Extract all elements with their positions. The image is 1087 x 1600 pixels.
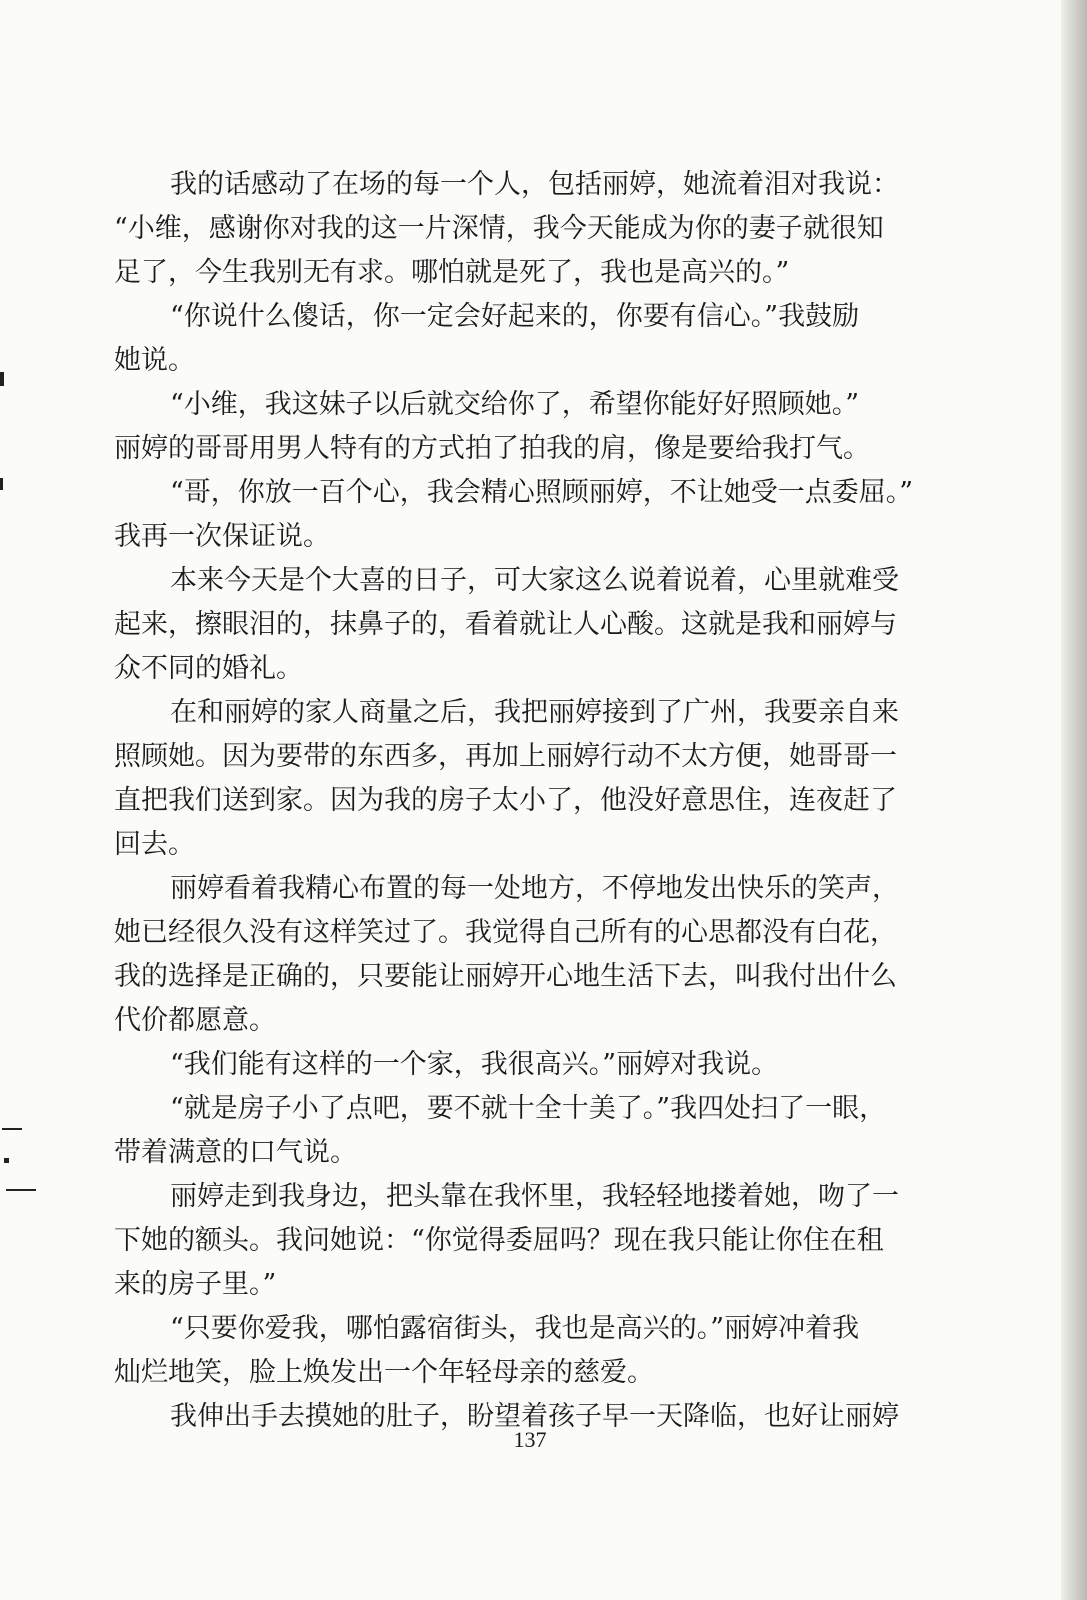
text-line: 下她的额头。我问她说：“你觉得委屈吗？现在我只能让你住在租 [114, 1225, 884, 1256]
text-line: 代价都愿意。 [114, 1005, 276, 1036]
text-line: 灿烂地笑，脸上焕发出一个年轻母亲的慈爱。 [114, 1357, 654, 1388]
scan-mark [6, 1189, 36, 1191]
scan-mark [2, 1128, 22, 1130]
text-line: 起来，擦眼泪的，抹鼻子的，看着就让人心酸。这就是我和丽婷与 [114, 609, 897, 640]
text-line: 我的话感动了在场的每一个人，包括丽婷，她流着泪对我说： [170, 169, 899, 200]
text-line: “小维，我这妹子以后就交给你了，希望你能好好照顾她。” [170, 389, 860, 420]
scan-mark [4, 1158, 9, 1163]
text-line: 我伸出手去摸她的肚子，盼望着孩子早一天降临，也好让丽婷 [170, 1401, 899, 1432]
text-line: “只要你爱我，哪怕露宿街头，我也是高兴的。”丽婷冲着我 [170, 1313, 860, 1344]
text-line: “我们能有这样的一个家，我很高兴。”丽婷对我说。 [170, 1049, 779, 1080]
text-line: 带着满意的口气说。 [114, 1137, 357, 1168]
text-line: 丽婷走到我身边，把头靠在我怀里，我轻轻地搂着她，吻了一 [170, 1181, 899, 1212]
text-line: 众不同的婚礼。 [114, 653, 303, 684]
text-line: “小维，感谢你对我的这一片深情，我今天能成为你的妻子就很知 [114, 213, 884, 244]
scan-mark [0, 478, 3, 490]
text-line: 我再一次保证说。 [114, 521, 330, 552]
text-line: “你说什么傻话，你一定会好起来的，你要有信心。”我鼓励 [170, 301, 860, 332]
text-line: 照顾她。因为要带的东西多，再加上丽婷行动不太方便，她哥哥一 [114, 741, 897, 772]
text-line: 丽婷看着我精心布置的每一处地方，不停地发出快乐的笑声， [170, 873, 899, 904]
text-line: 直把我们送到家。因为我的房子太小了，他没好意思住，连夜赶了 [114, 785, 897, 816]
text-line: “哥，你放一百个心，我会精心照顾丽婷，不让她受一点委屈。” [170, 477, 914, 508]
page-edge-shadow [1061, 0, 1087, 1600]
scan-mark [0, 372, 4, 386]
text-line: “就是房子小了点吧，要不就十全十美了。”我四处扫了一眼， [170, 1093, 887, 1124]
text-line: 来的房子里。” [114, 1269, 277, 1300]
text-line: 丽婷的哥哥用男人特有的方式拍了拍我的肩，像是要给我打气。 [114, 433, 870, 464]
text-line: 我的选择是正确的，只要能让丽婷开心地生活下去，叫我付出什么 [114, 961, 897, 992]
page-number: 137 [513, 1427, 547, 1452]
text-line: 她已经很久没有这样笑过了。我觉得自己所有的心思都没有白花， [114, 917, 897, 948]
text-line: 本来今天是个大喜的日子，可大家这么说着说着，心里就难受 [170, 565, 899, 596]
text-line: 在和丽婷的家人商量之后，我把丽婷接到了广州，我要亲自来 [170, 697, 899, 728]
text-line: 她说。 [114, 345, 195, 376]
text-line: 足了，今生我别无有求。哪怕就是死了，我也是高兴的。” [114, 257, 790, 288]
text-line: 回去。 [114, 829, 195, 860]
